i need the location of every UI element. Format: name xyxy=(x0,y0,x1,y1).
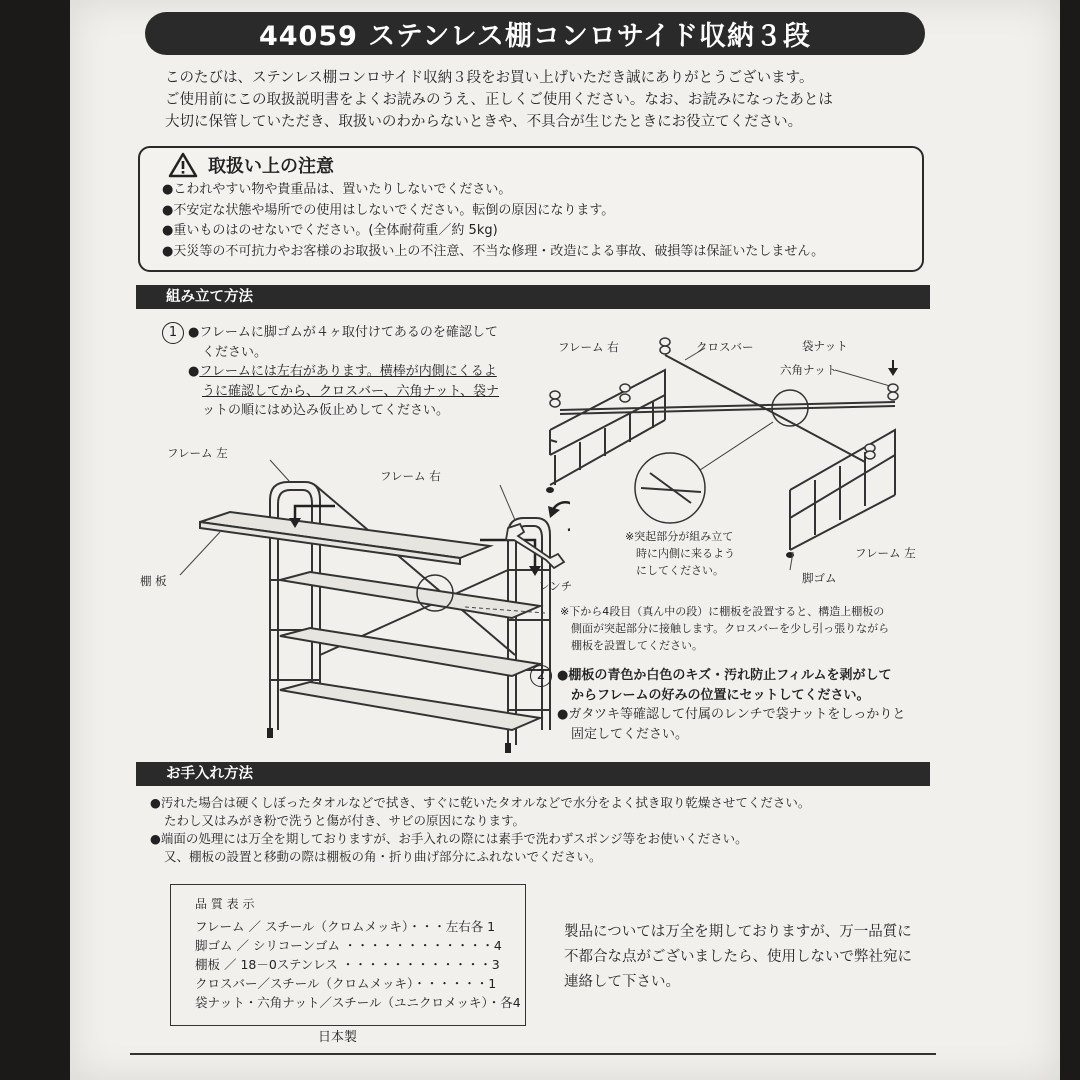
step-1-line: うに確認してから、クロスバー、六角ナット、袋ナ xyxy=(202,383,500,399)
care-line: たわし又はみがき粉で洗うと傷が付き、サビの原因になります。 xyxy=(164,813,526,828)
quality-row: 棚板 ／ 18－0ステンレス ・・・・・・・・・・・・3 xyxy=(195,957,500,972)
label-crossbar: クロスバー xyxy=(696,340,754,354)
caution-item: ●天災等の不可抗力やお客様のお取扱い上の不注意、不当な修理・改造による事故、破損等は保証いたしません。 xyxy=(162,243,825,259)
step-2-line: からフレームの好みの位置にセットしてください。 xyxy=(571,687,870,703)
note-line: 側面が突起部分に接触します。クロスバーを少し引っ張りながら xyxy=(571,622,890,635)
step-1-number: 1 xyxy=(162,322,184,344)
quality-row: フレーム ／ スチール（クロムメッキ）・・・左右各 1 xyxy=(195,919,496,934)
label-leg-rubber: 脚ゴム xyxy=(802,571,837,585)
warranty-text xyxy=(564,920,912,995)
quality-title: 品 質 表 示 xyxy=(195,897,255,911)
caution-item: ●こわれやすい物や貴重品は、置いたりしないでください。 xyxy=(162,182,512,197)
intro-text xyxy=(165,67,965,133)
step-2-number: 2 xyxy=(530,665,552,687)
care-line: ●汚れた場合は硬くしぼったタオルなどで拭き、すぐに乾いたタオルなどで水分をよく拭き取り乾燥させてください。 xyxy=(150,795,811,810)
care-heading: お手入れ方法 xyxy=(136,762,930,786)
bottom-divider xyxy=(130,1053,936,1055)
caution-header xyxy=(168,152,334,178)
warranty-line: 連絡して下さい。 xyxy=(564,974,680,990)
step-1-line xyxy=(188,362,499,382)
warranty-line: 製品については万全を期しておりますが、万一品質に xyxy=(564,924,912,940)
note-line: ※突起部分が組み立て xyxy=(625,530,734,543)
step-1-line: ください。 xyxy=(202,344,268,360)
step-1-line: ットの順にはめ込み仮止めしてください。 xyxy=(202,403,450,418)
care-line: 又、棚板の設置と移動の際は棚板の角・折り曲げ部分にふれないでください。 xyxy=(164,849,602,864)
step-2-text xyxy=(557,666,905,744)
quality-label-box xyxy=(170,884,526,1026)
warranty-line: 不都合な点がございましたら、使用しないで弊社宛に xyxy=(564,949,912,965)
note-protrusion xyxy=(625,528,735,579)
page-title: 44059 ステンレス棚コンロサイド収納３段 xyxy=(145,12,925,55)
label-frame-left-2: フレーム 左 xyxy=(855,546,916,560)
label-hex-nut: 六角ナット xyxy=(780,363,838,377)
made-in-label: 日本製 xyxy=(318,1030,358,1045)
label-shelf: 棚 板 xyxy=(140,574,167,588)
instruction-sheet xyxy=(70,0,1060,1080)
caution-list xyxy=(162,180,824,262)
note-line: 棚板を設置してください。 xyxy=(571,639,703,652)
note-line: にしてください。 xyxy=(636,564,724,577)
label-cap-nut: 袋ナット xyxy=(802,339,848,353)
label-wrench: レンチ xyxy=(538,579,573,593)
assembly-heading: 組み立て方法 xyxy=(136,285,930,309)
warning-icon xyxy=(168,152,198,178)
intro-line: 大切に保管していただき、取扱いのわからないときや、不具合が生じたときにお役立てください。 xyxy=(165,114,803,130)
step-2-line: 固定してください。 xyxy=(571,726,689,742)
quality-row: 袋ナット・六角ナット／スチール（ユニクロメッキ）・各4 xyxy=(195,995,521,1010)
caution-title: 取扱い上の注意 xyxy=(208,156,334,177)
care-line: ●端面の処理には万全を期しておりますが、お手入れの際には素手で洗わずスポンジ等をお使いください。 xyxy=(150,831,748,846)
step-1-text xyxy=(188,323,499,421)
caution-item: ●不安定な状態や場所での使用はしないでください。転倒の原因になります。 xyxy=(162,202,615,218)
caution-item: ●重いものはのせないでください。(全体耐荷重／約 5kg) xyxy=(162,223,498,238)
step-2-line: ●ガタツキ等確認して付属のレンチで袋ナットをしっかりと xyxy=(557,707,906,722)
label-frame-left: フレーム 左 xyxy=(167,446,228,460)
intro-line: このたびは、ステンレス棚コンロサイド収納３段をお買い上げいただき誠にありがとうございます。 xyxy=(165,70,814,86)
dashed-leader xyxy=(465,605,545,615)
step-1-line: ●フレームに脚ゴムが４ヶ取付けてあるのを確認して xyxy=(188,325,498,340)
quality-row: 脚ゴム ／ シリコーンゴム ・・・・・・・・・・・・4 xyxy=(195,938,502,953)
label-frame-right: フレーム 右 xyxy=(380,469,441,483)
bullet: ● xyxy=(188,364,200,379)
note-line: ※下から4段目（真ん中の段）に棚板を設置すると、構造上棚板の xyxy=(560,605,885,618)
intro-line: ご使用前にこの取扱説明書をよくお読みのうえ、正しくご使用ください。なお、お読みになったあとは xyxy=(165,92,833,108)
note-line: 時に内側に来るよう xyxy=(636,547,735,560)
quality-row: クロスバー／スチール（クロムメッキ）・・・・・・1 xyxy=(195,976,497,991)
care-text xyxy=(150,794,810,866)
step-1-underlined: フレームには左右があります。横棒が内側にくるよ xyxy=(199,364,497,379)
caution-box xyxy=(138,146,924,272)
step-2-line: ●棚板の青色か白色のキズ・汚れ防止フィルムを剥がして xyxy=(557,668,892,683)
shelf-assembly-illustration xyxy=(120,440,573,760)
note-shelf-4 xyxy=(560,603,889,654)
quality-rows xyxy=(195,917,521,1012)
label-frame-right-2: フレーム 右 xyxy=(558,340,619,354)
